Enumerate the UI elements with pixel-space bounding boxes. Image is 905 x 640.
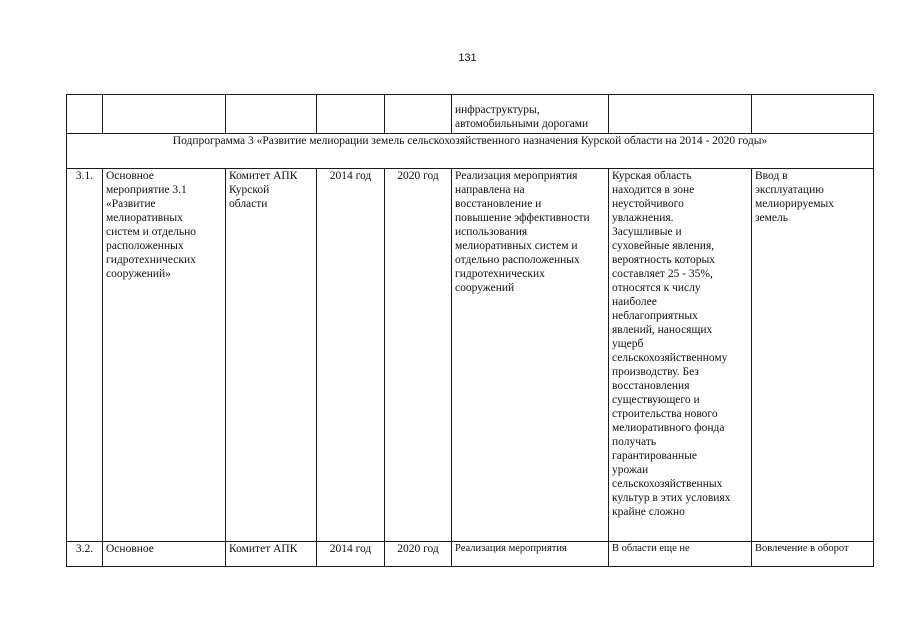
previous-measure-text: инфраструктуры, автомобильными дорогами: [452, 95, 609, 134]
measure-description: Реализация мероприятия: [452, 542, 609, 567]
cell-empty: [752, 95, 874, 134]
subprogram-title: Подпрограмма 3 «Развитие мелиорации земель сельскохозяйственного назначения Курской области на 2014 - 2020 годы»: [67, 134, 874, 169]
responsible-executor: Комитет АПК Курской области: [226, 169, 317, 542]
end-year: 2020 год: [385, 542, 452, 567]
cell-empty: [67, 95, 103, 134]
cell-empty: [385, 95, 452, 134]
non-implementation-consequences: В области еще не: [609, 542, 752, 567]
non-implementation-consequences: Курская область находится в зоне неустойчивого увлажнения. Засушливые и суховейные явления, вероятность которых составляет 25 - 35%, относятся к числу наиболее неблагоприятных явлений, наносящих ущерб сельскохозяйственному производству. Без восстановления существующего и строительства нового мелиоративного фонда получать гарантированные урожаи сельскохозяйственных культур в этих условиях крайне сложно: [609, 169, 752, 542]
start-year: 2014 год: [317, 169, 385, 542]
page-number: 131: [458, 52, 477, 64]
start-year: 2014 год: [317, 542, 385, 567]
table-row: [67, 542, 874, 567]
table-row: [67, 169, 874, 542]
cell-empty: [226, 95, 317, 134]
expected-result: Вовлечение в оборот: [752, 542, 874, 567]
expected-result: Ввод в эксплуатацию мелиорируемых земель: [752, 169, 874, 542]
row-number: 3.2.: [67, 542, 103, 567]
responsible-executor: Комитет АПК: [226, 542, 317, 567]
cell-empty: [103, 95, 226, 134]
subprogram-header-row: [67, 134, 874, 169]
end-year: 2020 год: [385, 169, 452, 542]
cell-empty: [609, 95, 752, 134]
measure-name: Основное мероприятие 3.1 «Развитие мелиоративных систем и отдельно расположенных гидротехнических сооружений»: [103, 169, 226, 542]
program-measures-table: [66, 94, 874, 567]
table-row-previous: [67, 95, 874, 134]
cell-empty: [317, 95, 385, 134]
measure-name: Основное: [103, 542, 226, 567]
row-number: 3.1.: [67, 169, 103, 542]
measure-description: Реализация мероприятия направлена на восстановление и повышение эффективности использования мелиоративных систем и отдельно расположенных гидротехнических сооружений: [452, 169, 609, 542]
